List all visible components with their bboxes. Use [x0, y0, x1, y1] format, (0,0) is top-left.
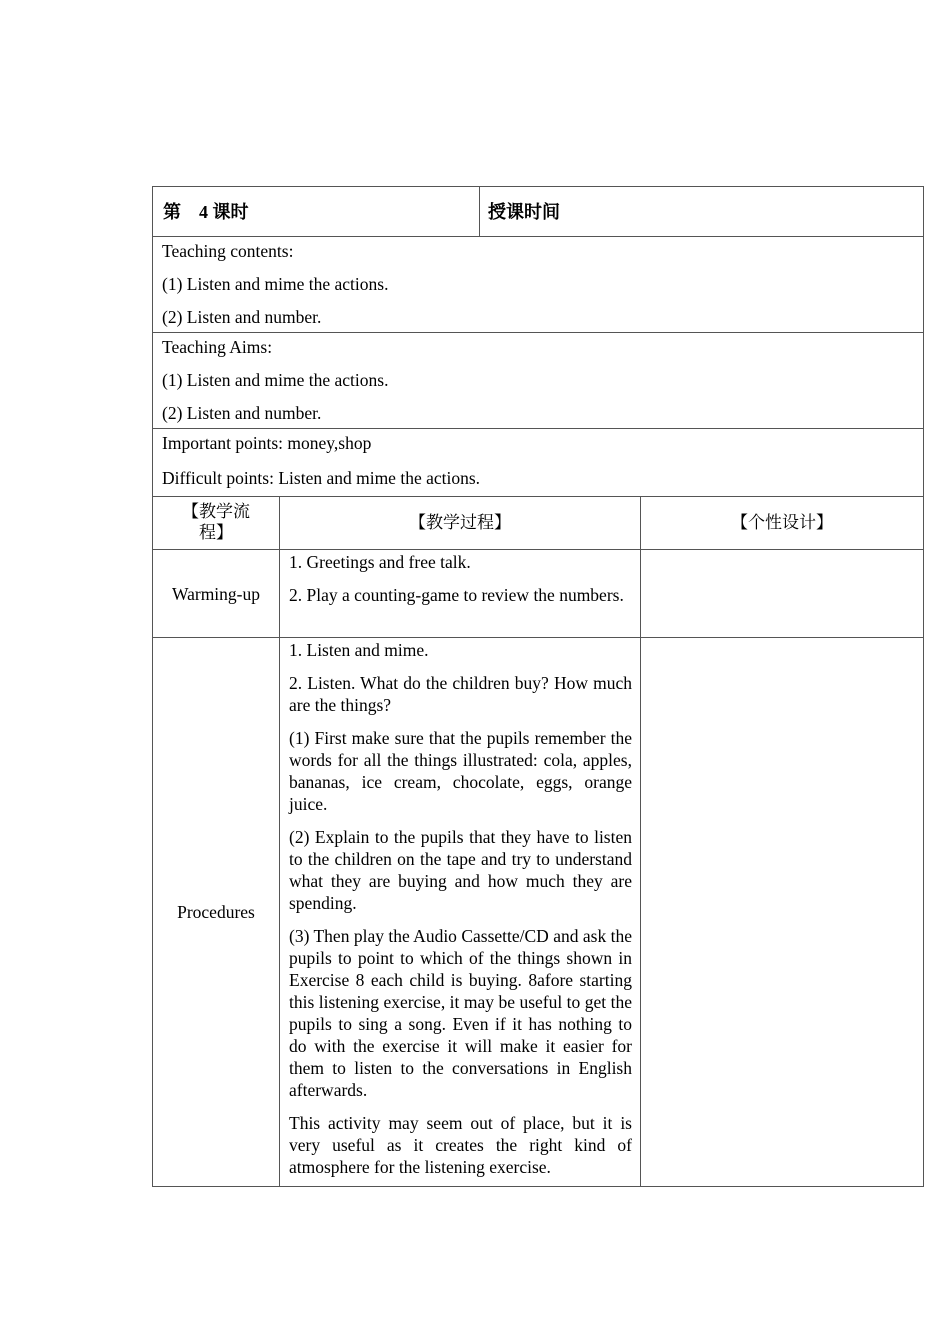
warming-up-step: 1. Greetings and free talk.	[289, 552, 471, 572]
procedures-row	[153, 638, 924, 1187]
procedure-step: (3) Then play the Audio Cassette/CD and ask the pupils to point to which of the things shown in Exercise 8 each child is buying. 8afore starting this listening exercise, it may be useful to get the pupils to sing a song. Even if it has nothing to do with the exercise it will make it easier for them to listen to the conversations in English afterwards.	[289, 926, 632, 1100]
procedures-label: Procedures	[153, 638, 280, 1187]
aims-row	[153, 333, 924, 429]
procedure-step: (1) First make sure that the pupils remember the words for all the things illustrated: cola, apples, bananas, ice cream, chocolate, eggs, orange juice.	[289, 728, 632, 814]
contents-item: (1) Listen and mime the actions.	[162, 274, 389, 294]
lesson-plan-sheet	[152, 186, 923, 1187]
aims-title: Teaching Aims:	[162, 337, 273, 357]
design-column-header: 【个性设计】	[641, 497, 924, 550]
procedure-step: This activity may seem out of place, but it is very useful as it creates the right kind of atmosphere for the listening exercise.	[289, 1113, 632, 1177]
contents-row	[153, 237, 924, 333]
teaching-contents-cell	[153, 237, 924, 333]
warming-up-design-cell	[641, 550, 924, 638]
contents-title: Teaching contents:	[162, 241, 294, 261]
points-row	[153, 429, 924, 497]
header-row	[153, 187, 924, 237]
procedure-step: 2. Listen. What do the children buy? How much are the things?	[289, 673, 632, 715]
procedures-process-cell	[280, 638, 641, 1187]
lesson-number-cell: 第 4 课时	[153, 187, 480, 237]
procedure-step: 1. Listen and mime.	[289, 640, 429, 660]
teaching-aims-cell	[153, 333, 924, 429]
warming-up-process-cell	[280, 550, 641, 638]
procedure-step: (2) Explain to the pupils that they have to listen to the children on the tape and try to understand what they are buying and how much they are spending.	[289, 827, 632, 913]
warming-up-row	[153, 550, 924, 638]
lesson-plan-table	[152, 186, 924, 1187]
teaching-time-cell: 授课时间	[480, 187, 924, 237]
warming-up-label: Warming-up	[153, 550, 280, 638]
key-points-cell	[153, 429, 924, 497]
flow-header-text: 【教学流程】	[182, 502, 250, 543]
aims-item: (2) Listen and number.	[162, 403, 322, 423]
warming-up-step: 2. Play a counting-game to review the numbers.	[289, 585, 624, 605]
contents-item: (2) Listen and number.	[162, 307, 322, 327]
flow-column-header	[153, 497, 280, 550]
important-points: Important points: money,shop	[162, 433, 372, 453]
procedures-design-cell	[641, 638, 924, 1187]
column-header-row	[153, 497, 924, 550]
aims-item: (1) Listen and mime the actions.	[162, 370, 389, 390]
difficult-points: Difficult points: Listen and mime the actions.	[162, 468, 481, 488]
process-column-header: 【教学过程】	[280, 497, 641, 550]
